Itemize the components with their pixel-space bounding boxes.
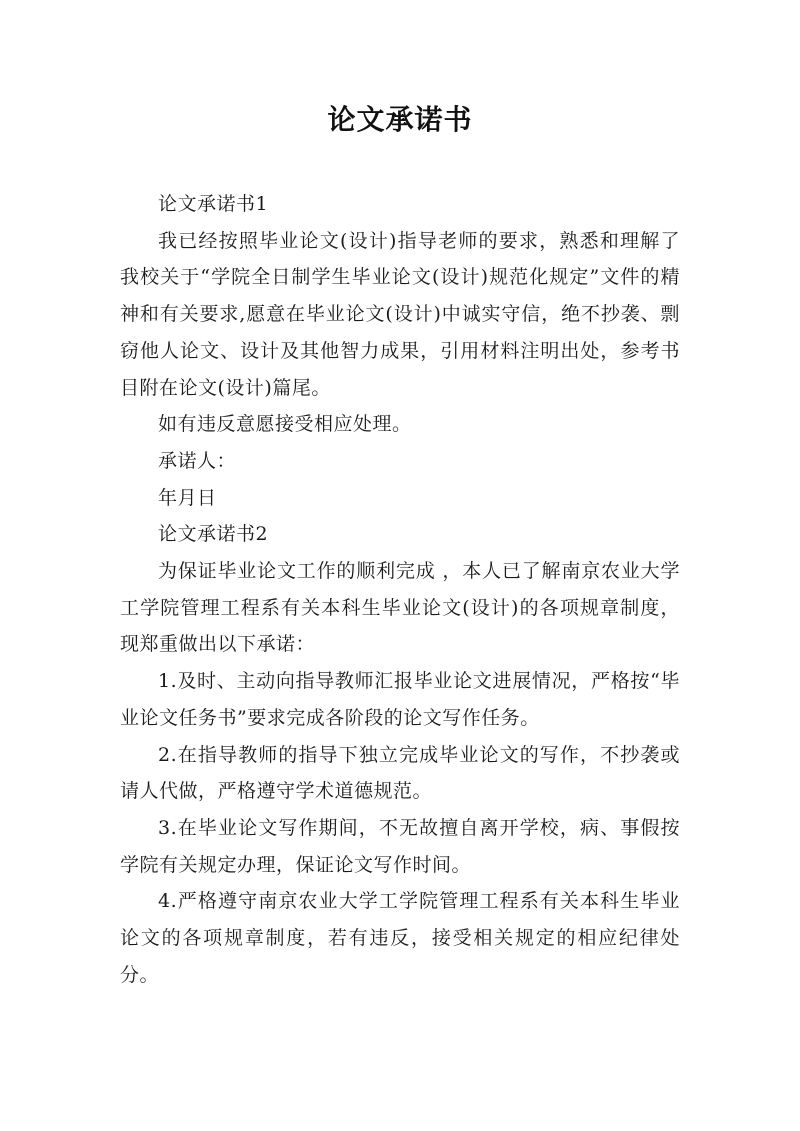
commitment-item-3: 3.在毕业论文写作期间，不无故擅自离开学校，病、事假按学院有关规定办理，保证论文写作时间。 bbox=[120, 816, 680, 876]
commitment-item-4: 4.严格遵守南京农业大学工学院管理工程系有关本科生毕业论文的各项规章制度，若有违反，接受相关规定的相应纪律处分。 bbox=[120, 890, 680, 986]
document-body bbox=[120, 186, 680, 993]
document-title: 论文承诺书 bbox=[327, 103, 473, 136]
commitment-item-1: 1.及时、主动向指导教师汇报毕业论文进展情况，严格按“毕业论文任务书”要求完成各阶段的论文写作任务。 bbox=[120, 670, 680, 729]
heading-commitment-2: 论文承诺书2 bbox=[158, 523, 269, 546]
signatory-label: 承诺人： bbox=[158, 449, 237, 472]
date-label: 年月日 bbox=[158, 486, 217, 509]
commitment-item-2: 2.在指导教师的指导下独立完成毕业论文的写作，不抄袭或请人代做，严格遵守学术道德规范。 bbox=[120, 743, 680, 803]
commitment-1-body: 我已经按照毕业论文(设计)指导老师的要求，熟悉和理解了我校关于“学院全日制学生毕业论文(设计)规范化规定”文件的精神和有关要求,愿意在毕业论文(设计)中诚实守信，绝不抄袭、剽窃他人论文、设计及其他智力成果，引用材料注明出处，参考书目附在论文(设计)篇尾。 bbox=[120, 229, 680, 399]
commitment-2-intro: 为保证毕业论文工作的顺利完成 ，本人已了解南京农业大学工学院管理工程系有关本科生毕业论文(设计)的各项规章制度，现郑重做出以下承诺： bbox=[120, 560, 680, 656]
heading-commitment-1: 论文承诺书1 bbox=[158, 193, 269, 215]
violation-clause: 如有违反意愿接受相应处理。 bbox=[158, 413, 412, 436]
